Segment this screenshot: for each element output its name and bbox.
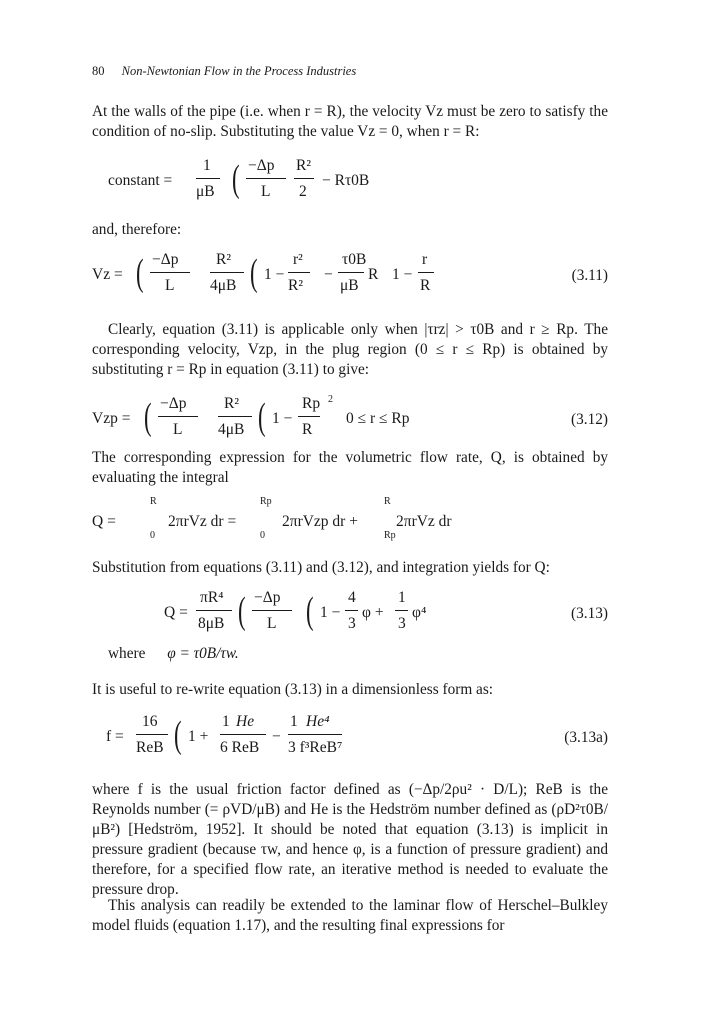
book-title: Non-Newtonian Flow in the Process Industries xyxy=(121,64,357,78)
equation-number-3-11: (3.11) xyxy=(571,267,608,284)
equation-3-13a: f = 16 ReB ( 1 + 1 He 6 ReB − 1 He⁴ 3 f³ReB⁷ (3.13a) xyxy=(106,713,608,756)
paragraph-1: At the walls of the pipe (i.e. when r = R), the velocity Vz must be zero to satisfy the condition of no-slip. Substituting the value Vz = 0, when r = R: xyxy=(92,103,608,140)
where-expression: φ = τ0B/τw. xyxy=(167,645,239,662)
paragraph-8: This analysis can readily be extended to the laminar flow of Herschel–Bulkley model fluids (equation 1.17), and the resulting final expressions for xyxy=(92,897,608,934)
equation-3-13: Q = πR⁴ 8μB ( −Δp L ( 1 − 4 3 φ + 1 3 φ⁴ (3.13) xyxy=(164,589,608,632)
equation-number-3-12: (3.12) xyxy=(571,411,608,428)
equation-integral: Q = R 0 2πrVz dr = Rp 0 2πrVzp dr + R Rp 2πrVz dr xyxy=(92,496,452,541)
running-head xyxy=(92,64,356,79)
paragraph-4: The corresponding expression for the volumetric flow rate, Q, is obtained by evaluating the integral xyxy=(92,449,608,486)
equation-number-3-13: (3.13) xyxy=(571,605,608,622)
page-number: 80 xyxy=(92,64,105,78)
paragraph-7: where f is the usual friction factor defined as (−Δp/2ρu² · D/L); ReB is the Reynolds number (= ρVD/μB) and He is the Hedström number defined as (ρD²τ0B/μB²) [Hedström, 1952]. It should be noted that equation (3.13) is implicit in pressure gradient (because τw, and hence φ, is a function of pressure gradient) and therefore, for a specified flow rate, an iterative method is needed to evaluate the pressure drop. xyxy=(92,781,608,898)
equation-number-3-13a: (3.13a) xyxy=(564,729,608,746)
paragraph-3: Clearly, equation (3.11) is applicable only when |τrz| > τ0B and r ≥ Rp. The corresponding velocity, Vzp, in the plug region (0 ≤ r ≤ Rp) is obtained by substituting r = Rp in equation (3.11) to give: xyxy=(92,321,608,378)
paragraph-6: It is useful to re-write equation (3.13) in a dimensionless form as: xyxy=(92,681,494,698)
equation-constant: constant = 1 μB ( −Δp L R² 2 − Rτ0B xyxy=(108,157,370,200)
equation-3-12: Vzp = ( −Δp L R² 4μB ( 1 − Rp R 2 0 ≤ r ≤ Rp (3.12) xyxy=(92,394,608,438)
paragraph-5: Substitution from equations (3.11) and (3.12), and integration yields for Q: xyxy=(92,559,550,576)
paragraph-2: and, therefore: xyxy=(92,221,182,238)
equation-3-11: Vz = ( −Δp L R² 4μB ( 1 − r² R² − τ0B μB R 1 − r R (3.11) xyxy=(92,251,608,294)
where-label: where xyxy=(108,645,146,662)
where-line xyxy=(92,644,608,664)
